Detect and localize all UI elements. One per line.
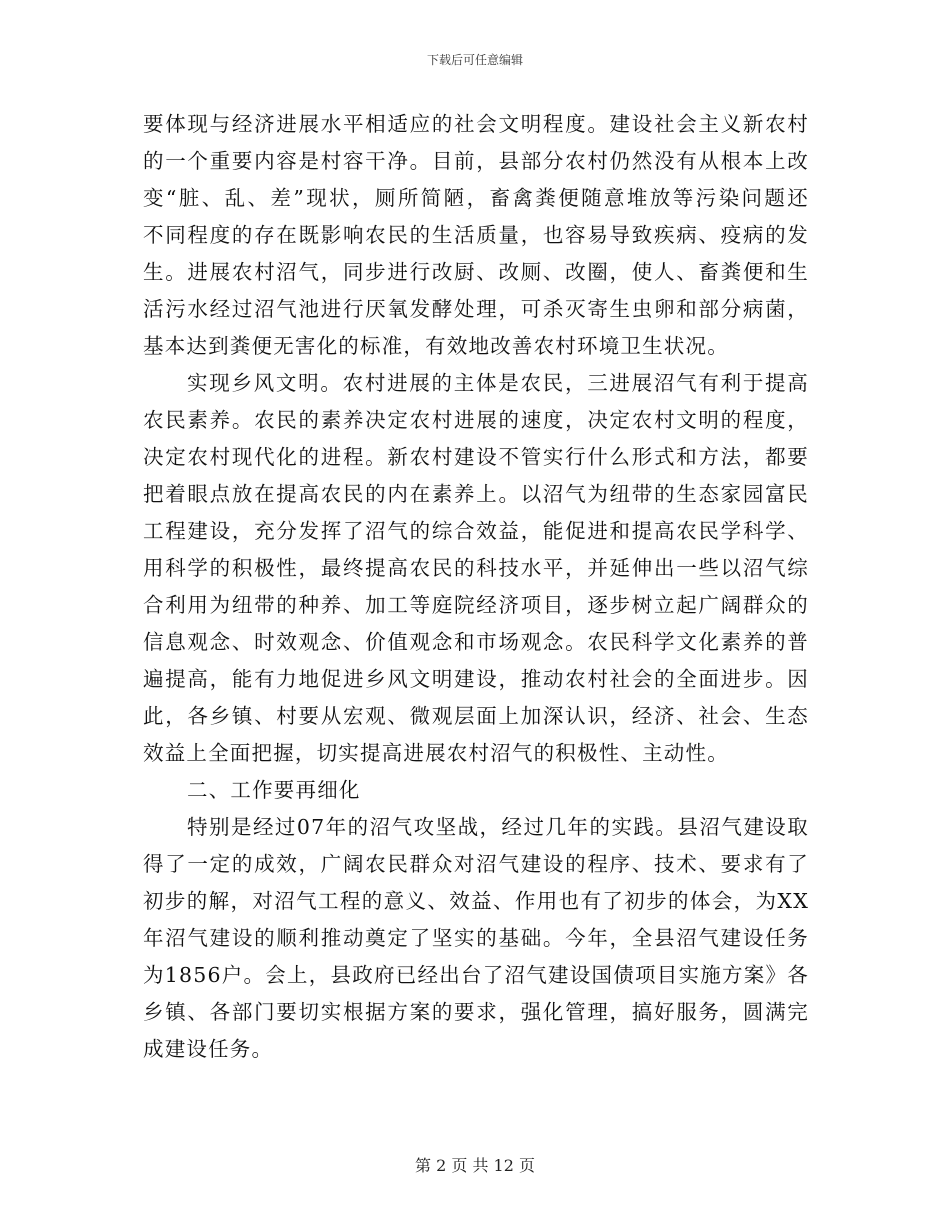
- text-line: 遍提高，能有力地促进乡风文明建设，推动农村社会的全面进步。因: [143, 667, 809, 691]
- text-line: 为1856户。会上，县政府已经出台了沼气建设国债项目实施方案》各: [143, 963, 809, 987]
- text-line: 实现乡风文明。农村进展的主体是农民，三进展沼气有利于提高: [187, 371, 809, 395]
- text-line: 工程建设，充分发挥了沼气的综合效益，能促进和提高农民学科学、: [143, 519, 809, 543]
- text-line: 二、工作要再细化: [187, 778, 361, 802]
- text-line: 用科学的积极性，最终提高农民的科技水平，并延伸出一些以沼气综: [143, 556, 809, 580]
- text-line: 的一个重要内容是村容干净。目前，县部分农村仍然没有从根本上改: [143, 149, 809, 173]
- header-note: 下载后可任意编辑: [426, 53, 523, 67]
- text-line: 此，各乡镇、村要从宏观、微观层面上加深认识，经济、社会、生态: [143, 704, 809, 728]
- text-line: 合利用为纽带的种养、加工等庭院经济项目，逐步树立起广阔群众的: [143, 593, 809, 617]
- section-heading: [143, 772, 809, 809]
- text-line: 效益上全面把握，切实提高进展农村沼气的积极性、主动性。: [143, 741, 729, 765]
- page-number: 第 2 页 共 12 页: [415, 1156, 535, 1175]
- text-line: 年沼气建设的顺利推动奠定了坚实的基础。今年，全县沼气建设任务: [143, 926, 809, 950]
- text-line: 得了一定的成效，广阔农民群众对沼气建设的程序、技术、要求有了: [143, 852, 809, 876]
- text-line: 信息观念、时效观念、价值观念和市场观念。农民科学文化素养的普: [143, 630, 809, 654]
- text-line: 特别是经过07年的沼气攻坚战，经过几年的实践。县沼气建设取: [187, 815, 809, 839]
- text-line: 基本达到粪便无害化的标准，有效地改善农村环境卫生状况。: [143, 334, 729, 358]
- text-line: 变“脏、乱、差”现状，厕所简陋，畜禽粪便随意堆放等污染问题还: [143, 186, 809, 210]
- text-line: 把着眼点放在提高农民的内在素养上。以沼气为纽带的生态家园富民: [143, 482, 809, 506]
- text-line: 成建设任务。: [143, 1037, 274, 1061]
- text-line: 乡镇、各部门要切实根据方案的要求，强化管理，搞好服务，圆满完: [143, 1000, 809, 1024]
- text-line: 要体现与经济进展水平相适应的社会文明程度。建设社会主义新农村: [143, 112, 809, 136]
- text-line: 不同程度的存在既影响农民的生活质量，也容易导致疾病、疫病的发: [143, 223, 809, 247]
- text-line: 生。进展农村沼气，同步进行改厨、改厕、改圈，使人、畜粪便和生: [143, 260, 809, 284]
- text-line: 初步的解，对沼气工程的意义、效益、作用也有了初步的体会，为XX: [143, 889, 809, 913]
- text-line: 活污水经过沼气池进行厌氧发酵处理，可杀灭寄生虫卵和部分病菌，: [143, 297, 809, 321]
- body-text: [143, 106, 809, 1068]
- paragraph: [143, 365, 809, 772]
- paragraph: [143, 809, 809, 1068]
- text-line: 决定农村现代化的进程。新农村建设不管实行什么形式和方法，都要: [143, 445, 809, 469]
- text-line: 农民素养。农民的素养决定农村进展的速度，决定农村文明的程度，: [143, 408, 809, 432]
- paragraph: [143, 106, 809, 365]
